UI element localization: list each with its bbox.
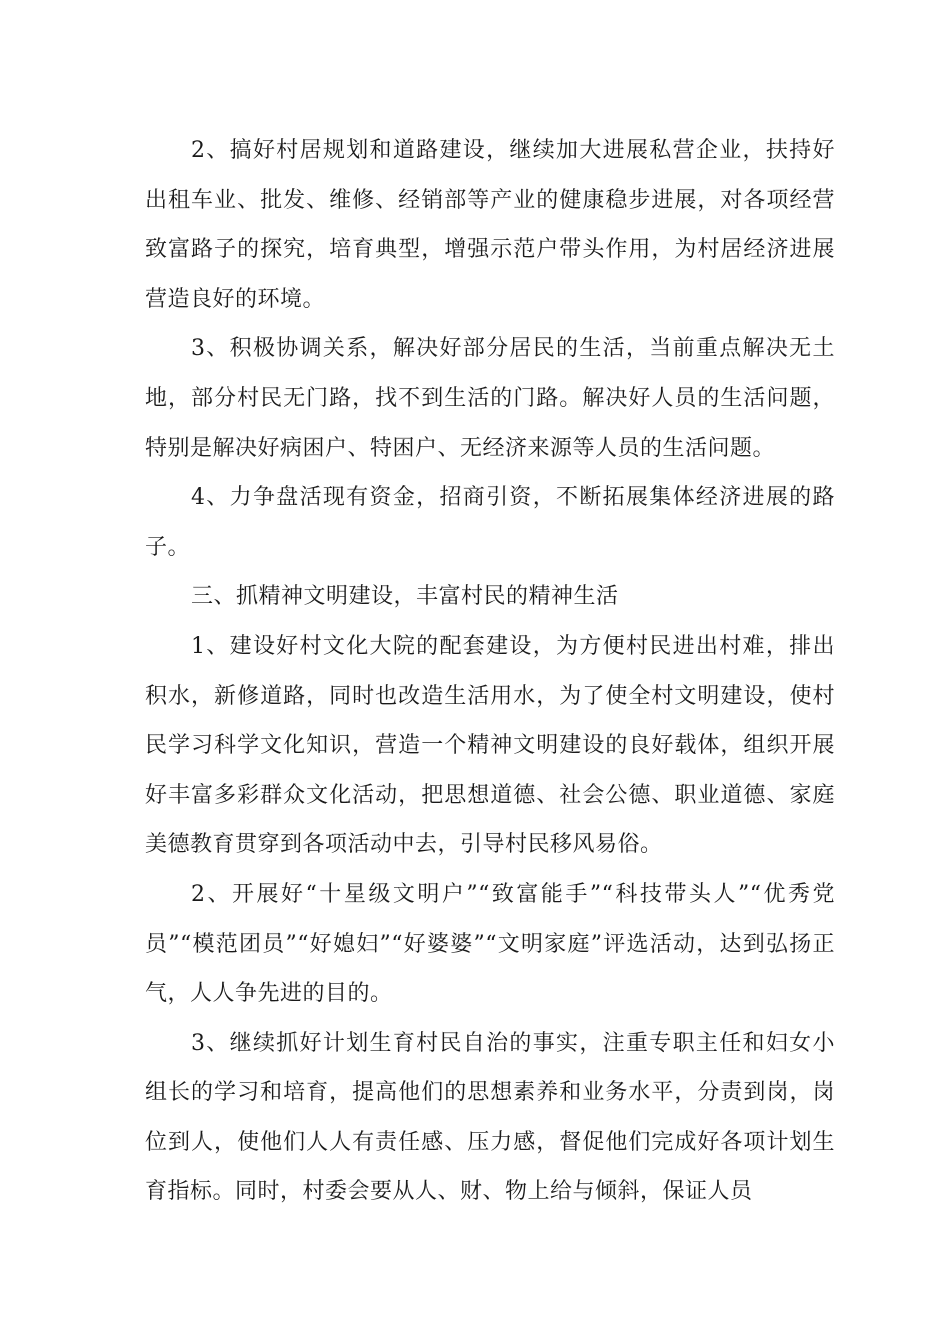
paragraph-culture-courtyard: 1、建设好村文化大院的配套建设，为方便村民进出村难，排出积水，新修道路，同时也改造生活用水，为了使全村文明建设，使村民学习科学文化知识，营造一个精神文明建设的良好载体，组织开展好丰富多彩群众文化活动，把思想道德、社会公德、职业道德、家庭美德教育贯穿到各项活动中去，引导村民移风易俗。 xyxy=(145,633,835,858)
paragraph-economy-planning: 2、搞好村居规划和道路建设，继续加大进展私营企业，扶持好出租车业、批发、维修、经销部等产业的健康稳步进展，对各项经营致富路子的探究，培育典型，增强示范户带头作用，为村居经济进展营造良好的环境。 xyxy=(145,138,835,312)
paragraph-family-planning: 3、继续抓好计划生育村民自治的事实，注重专职主任和妇女小组长的学习和培育，提高他们的思想素养和业务水平，分责到岗，岗位到人，使他们人人有责任感、压力感，督促他们完成好各项计划生育指标。同时，村委会要从人、财、物上给与倾斜，保证人员 xyxy=(145,1030,835,1205)
paragraph-resident-livelihood: 3、积极协调关系，解决好部分居民的生活，当前重点解决无土地，部分村民无门路，找不到生活的门路。解决好人员的生活问题，特别是解决好病困户、特困户、无经济来源等人员的生活问题。 xyxy=(145,336,835,461)
paragraph-model-selection: 2、开展好“十星级文明户”“致富能手”“科技带头人”“优秀党员”“模范团员”“好媳妇”“好婆婆”“文明家庭”评选活动，达到弘扬正气，人人争先进的目的。 xyxy=(145,881,835,1007)
document-body xyxy=(145,126,835,1217)
paragraph-capital-investment: 4、力争盘活现有资金，招商引资，不断拓展集体经济进展的路子。 xyxy=(145,485,835,560)
section-heading-spiritual-civilization: 三、抓精神文明建设，丰富村民的精神生活 xyxy=(191,584,619,610)
